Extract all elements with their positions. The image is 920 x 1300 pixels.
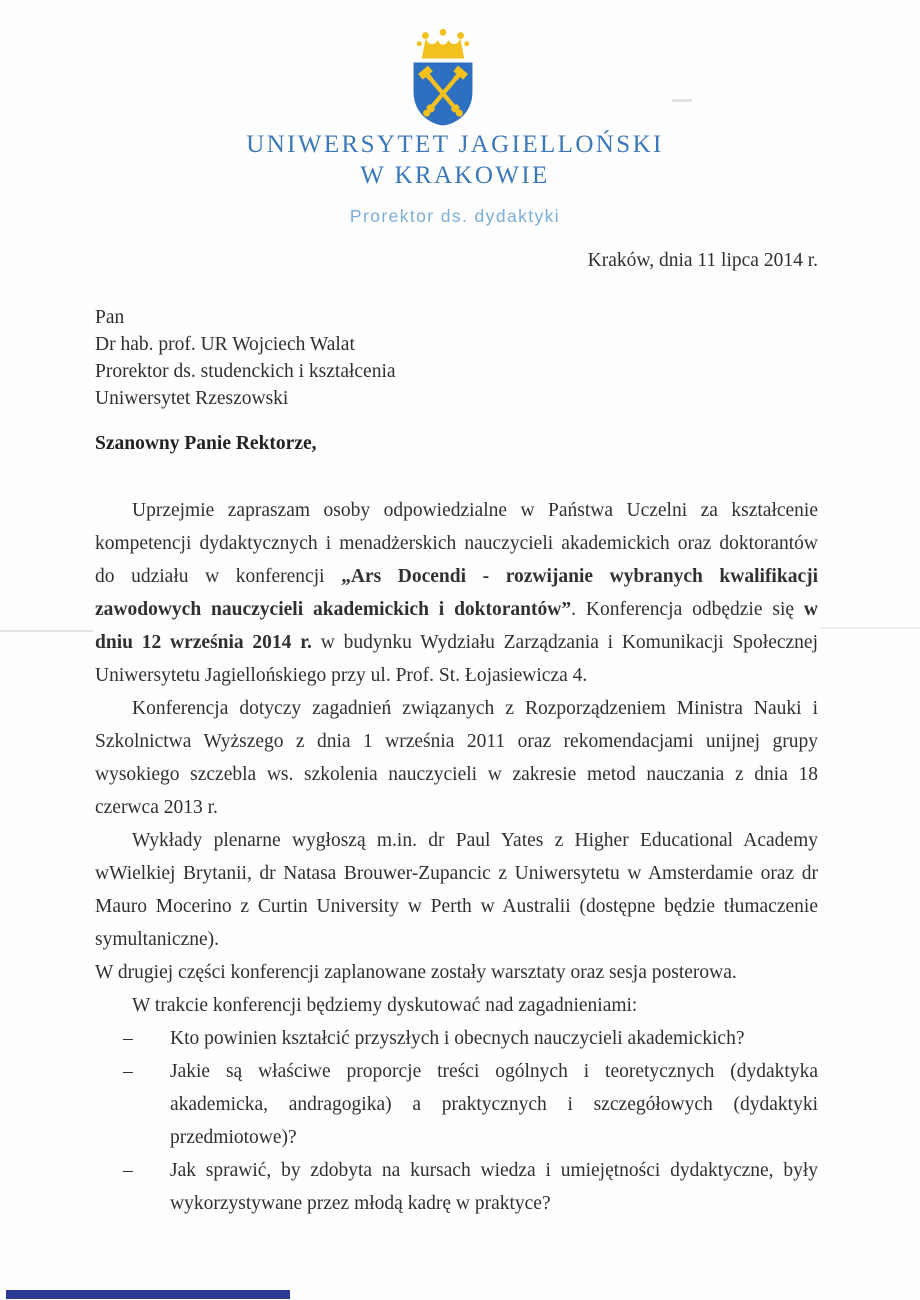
university-name-line1: UNIWERSYTET JAGIELLOŃSKI [246, 131, 664, 158]
plain-text: . Konferencja odbędzie się [571, 599, 804, 620]
recipient-line: Pan [95, 307, 125, 328]
scan-artifact-line-left [0, 630, 93, 632]
bullet-text: Kto powinien kształcić przyszłych i obecnych nauczycieli akademickich? [170, 1028, 745, 1049]
body-paragraph [95, 989, 818, 1022]
office-title: Prorektor ds. dydaktyki [349, 206, 561, 226]
body-paragraph [95, 692, 818, 824]
plain-text: W drugiej części konferencji zaplanowane zostały warsztaty oraz sesja posterowa. [95, 962, 737, 983]
recipient-line: Dr hab. prof. UR Wojciech Walat [95, 334, 355, 355]
recipient-line: Uniwersytet Rzeszowski [95, 388, 289, 409]
footer-band [6, 1290, 290, 1299]
date-line: Kraków, dnia 11 lipca 2014 r. [587, 250, 818, 271]
discussion-bullet [123, 1154, 818, 1220]
discussion-bullet-list [95, 1022, 818, 1220]
letter-body [95, 494, 818, 1220]
bullet-dash-icon: – [123, 1061, 133, 1082]
bullet-text: Jak sprawić, by zdobyta na kursach wiedza i umiejętności dydaktyczne, były wykorzystywane przez młodą kadrę w praktyce? [170, 1160, 818, 1214]
body-paragraph [95, 494, 818, 692]
plain-text: Konferencja dotyczy zagadnień związanych z Rozporządzeniem Ministra Nauki i Szkolnictwa Wyższego z dnia 1 września 2011 oraz rekomendacjami unijnej grupy wysokiego szczebla ws. szkolenia nauczycieli w zakresie metod nauczania z dnia 18 czerwca 2013 r. [95, 698, 818, 818]
plain-text: w budynku Wydziału Zarządzania i Komunikacji Społecznej Uniwersytetu Jagiellońskiego przy ul. Prof. St. Łojasiewicza 4. [95, 632, 818, 686]
bold-text: „Ars Docendi - rozwijanie wybranych kwalifikacji zawodowych nauczycieli akademickich i doktorantów” [95, 566, 819, 620]
plain-text: Wykłady plenarne wygłoszą m.in. dr Paul Yates z Higher Educational Academy wWielkiej Brytanii, dr Natasa Brouwer-Zupancic z Uniwersytetu w Amsterdamie oraz dr Mauro Mocerino z Curtin University w Perth w Australii (dostępne będzie tłumaczenie symultaniczne). [95, 830, 818, 950]
recipient-block [95, 304, 396, 412]
body-paragraph [95, 824, 818, 956]
plain-text: Uprzejmie zapraszam osoby odpowiedzialne w Państwa Uczelni za kształcenie kompetencji dydaktycznych i menadżerskich nauczycieli akademickich oraz doktorantów do udziału w konferencji [95, 500, 818, 587]
university-crest [402, 20, 484, 133]
scan-artifact-line-right [820, 627, 920, 629]
crest-graphic [402, 20, 484, 128]
plain-text: W trakcie konferencji będziemy dyskutować nad zagadnieniami: [132, 995, 638, 1016]
recipient-line: Prorektor ds. studenckich i kształcenia [95, 361, 396, 382]
bullet-text: Jakie są właściwe proporcje treści ogólnych i teoretycznych (dydaktyka akademicka, andragogika) a praktycznych i szczegółowych (dydaktyki przedmiotowe)? [170, 1061, 818, 1148]
bold-text: w dniu 12 września 2014 r. [95, 599, 818, 653]
body-paragraph [95, 956, 818, 989]
university-name-line2: W KRAKOWIE [360, 162, 550, 189]
body-paragraphs [95, 494, 818, 1022]
discussion-bullet [123, 1055, 818, 1154]
scan-artifact-dash [672, 99, 692, 102]
salutation: Szanowny Panie Rektorze, [95, 433, 317, 454]
bullet-dash-icon: – [123, 1160, 133, 1181]
discussion-bullet [123, 1022, 818, 1055]
bullet-dash-icon: – [123, 1028, 133, 1049]
crown-icon [417, 29, 469, 59]
